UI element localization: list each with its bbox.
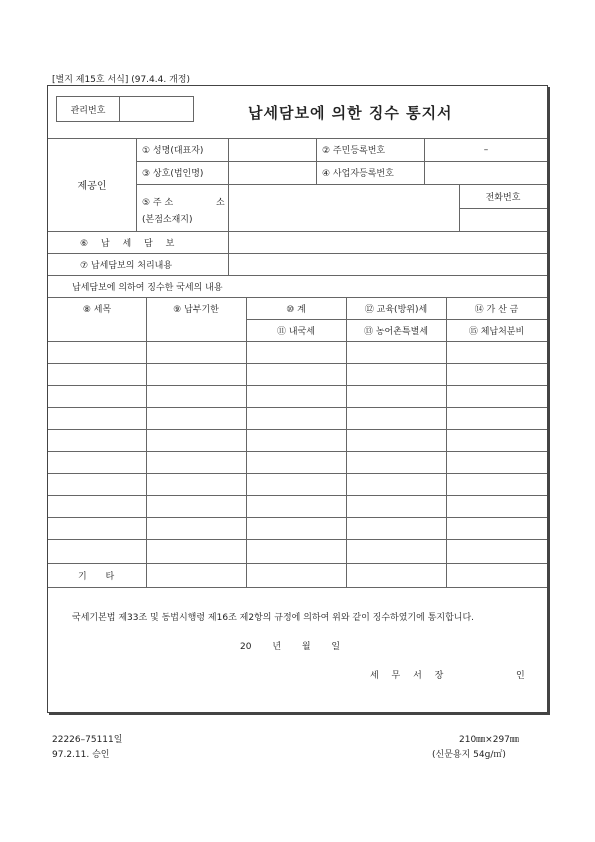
phone-field[interactable] (460, 209, 547, 231)
signer-label: 세 무 서 장 (370, 671, 446, 681)
security-label: ⑥ 납 세 담 보 (80, 238, 175, 249)
table-row[interactable] (48, 539, 547, 563)
management-number-field[interactable] (120, 97, 192, 121)
table-row[interactable] (48, 517, 547, 539)
statement-text: 국세기본법 제33조 및 동법시행령 제16조 제2항의 규정에 의하여 위와 같이 징수하였기에 통지합니다. (72, 613, 475, 623)
address-label: ⑤ 주 소 (142, 198, 174, 208)
col-arrears-fee: ⑮ 체납처분비 (468, 326, 525, 337)
footer-approval: 97.2.11. 승인 (52, 750, 110, 760)
table-row[interactable] (48, 495, 547, 517)
col-tax-item: ⑧ 세목 (82, 304, 112, 315)
col-additional-charge: ⑭ 가 산 금 (474, 304, 519, 315)
trade-name-label: ③ 상호(법인명) (142, 169, 204, 179)
seal-mark: 인 (516, 671, 525, 681)
name-field[interactable] (229, 138, 317, 161)
table-row[interactable] (48, 341, 547, 363)
table-row[interactable] (48, 407, 547, 429)
col-total: ⑩ 계 (286, 304, 306, 315)
table-row[interactable] (48, 429, 547, 451)
footer-form-code: 22226–75111일 (52, 735, 123, 745)
col-rural-tax: ⑬ 농어촌특별세 (363, 326, 429, 337)
table-row[interactable] (48, 319, 246, 341)
name-label: ① 성명(대표자) (142, 146, 204, 156)
table-row[interactable] (48, 451, 547, 473)
rrn-label: ② 주민등록번호 (322, 146, 386, 156)
table-row[interactable] (48, 363, 547, 385)
date-line: 20 년 월 일 (240, 642, 341, 652)
address-sublabel: (본점소재지) (142, 215, 193, 225)
address-field[interactable] (229, 184, 459, 231)
form-header-note: [별지 제15호 서식] (97.4.4. 개정) (52, 75, 190, 85)
process-field[interactable] (229, 253, 547, 275)
provider-label: 제공인 (77, 181, 107, 192)
collected-tax-label: 납세담보에 의하여 징수한 국세의 내용 (72, 282, 223, 293)
table-row[interactable] (48, 385, 547, 407)
address-label-end: 소 (216, 198, 225, 208)
table-row[interactable] (48, 473, 547, 495)
phone-label: 전화번호 (485, 192, 521, 203)
management-number-label: 관리번호 (57, 97, 120, 121)
form-frame (47, 85, 548, 713)
management-number-box (56, 96, 194, 122)
business-number-field[interactable] (425, 161, 547, 184)
security-field[interactable] (229, 231, 547, 253)
etc-label: 기 타 (78, 571, 115, 582)
col-education-tax: ⑫ 교육(방위)세 (364, 304, 428, 315)
rrn-field[interactable]: – (483, 144, 489, 155)
footer-paper-type: (신문용지 54g/㎡) (432, 750, 506, 760)
trade-name-field[interactable] (229, 161, 317, 184)
footer-paper-size: 210㎜×297㎜ (459, 735, 519, 745)
col-due-date: ⑨ 납부기한 (173, 304, 219, 315)
col-national-tax: ⑪ 내국세 (277, 326, 315, 337)
business-number-label: ④ 사업자등록번호 (322, 169, 394, 179)
document-title: 납세담보에 의한 징수 통지서 (248, 104, 453, 122)
process-label: ⑦ 납세담보의 처리내용 (80, 260, 173, 271)
etc-row[interactable] (146, 564, 547, 586)
